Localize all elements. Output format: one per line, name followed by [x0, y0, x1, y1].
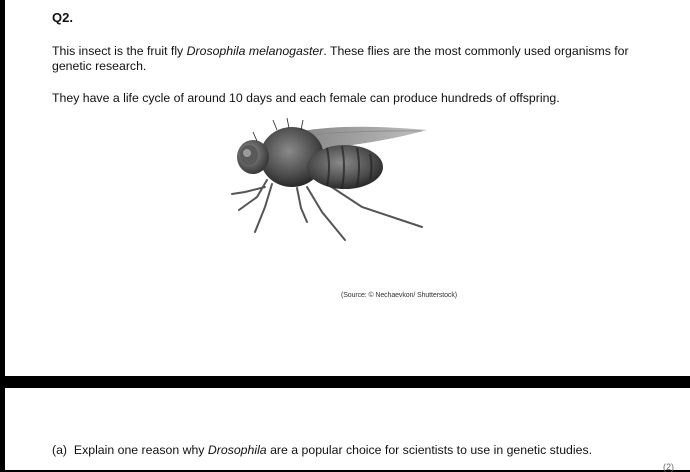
question-part-a: [52, 443, 592, 457]
life-cycle-paragraph: They have a life cycle of around 10 days and each female can produce hundreds of offspring.: [52, 91, 560, 105]
species-name: Drosophila melanogaster: [186, 44, 324, 58]
part-a-text-end: are a popular choice for scientists to use in genetic studies.: [266, 443, 593, 457]
fruit-fly-image: [227, 112, 437, 247]
part-a-text-start: Explain one reason why: [73, 443, 208, 457]
part-a-label: (a): [52, 443, 68, 457]
intro-text-start: This insect is the fruit fly: [52, 44, 187, 58]
worksheet-page-bottom: [5, 388, 690, 470]
worksheet-page-top: [5, 0, 690, 376]
genus-name: Drosophila: [207, 443, 267, 457]
marks-label: (2): [663, 462, 674, 472]
intro-text-end: . These flies are the most commonly used organisms for genetic research.: [52, 44, 629, 73]
image-source-credit: (Source: © Nechaevkon/ Shutterstock): [341, 292, 457, 299]
question-number: Q2.: [52, 10, 73, 25]
intro-paragraph: [52, 44, 652, 74]
